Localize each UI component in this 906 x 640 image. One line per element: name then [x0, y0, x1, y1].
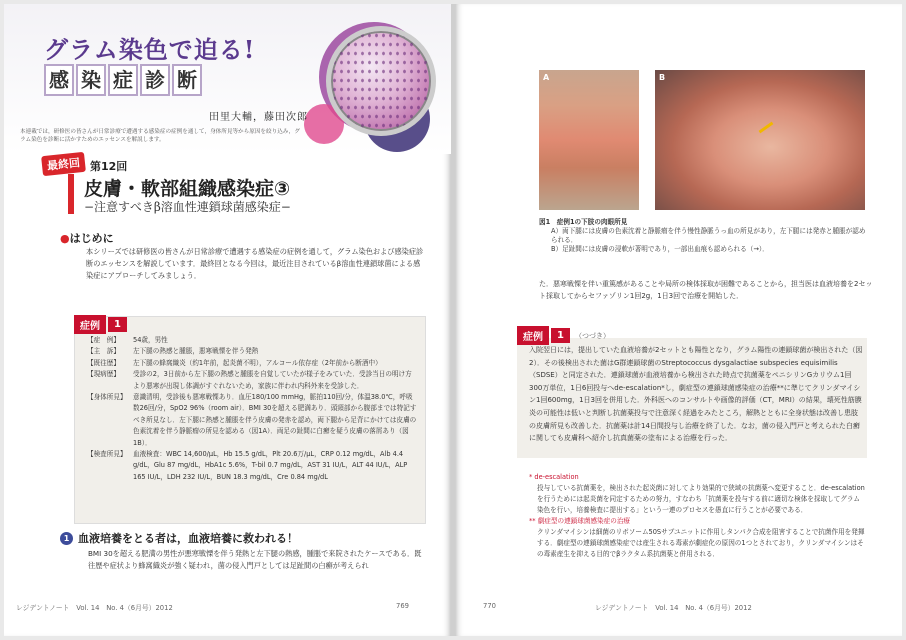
case-continued-header: [517, 326, 610, 345]
series-title: グラム染色で迫る!: [44, 35, 256, 64]
row-value: 54歳，男性: [133, 336, 168, 344]
right-page: [455, 4, 902, 636]
row-key: 【症 例】: [87, 336, 120, 344]
note-2-text: クリンダマイシンは細菌のリボソーム50Sサブユニットに作用しタンパク合成を阻害することで抗菌作用を発揮する．劇症型の連鎖球菌感染症では産生される毒素が劇症化の原因の1つとされており，クリンダマイシンはその毒素産生を抑える目的でβラクタム系抗菌薬と併用される．: [537, 528, 865, 558]
microscope-lens-image: [326, 26, 436, 136]
series-subtitle: [44, 64, 202, 96]
row-value: 意識清明，受診後も悪寒戦慄あり．血圧180/100 mmHg，脈拍110回/分，体温38.0℃，呼吸数26回/分，SpO2 96%（room air）．BMI 30を超える肥満あり．頭頸部から腹部までは特記すべき所見なし．左下腿に熱感と腫脹を伴う皮膚の発赤を認め，両下腿から足背にかけては皮膚の色素沈着を伴う静脈瘤の所見を認める（図1A）．両足の趾間に白癬を疑う皮膚の落屑あり（図1B）．: [133, 393, 417, 447]
row-value: 受診の2，3日前から左下腿の熱感と腫脹を自覚していたが様子をみていた．受診当日の明け方より悪寒が出現し体調がすぐれないため，家族に伴われ内科外来を受診した．: [133, 370, 412, 390]
subtitle-char: 染: [76, 64, 106, 96]
article-heading: 皮膚・軟部組織感染症③: [84, 178, 291, 200]
photo-b-label: B: [659, 73, 666, 82]
note-1-text: 投与している抗菌薬を，検出された起炎菌に対してより効果的で狭域の抗菌薬へ変更すること．de-escalationを行うためには起炎菌を同定するための努力，すなわち「抗菌薬を投与する前に適切な検体を採取してグラム染色を行い，培養検査に提出する」という一連のプロセスを愚直に行うことが必要である．: [537, 484, 865, 514]
case-label: 症例: [74, 315, 106, 334]
row-key: 【既往歴】: [87, 358, 120, 367]
caption-a: A）両下腿には皮膚の色素沈着と静脈瘤を伴う慢性静脈うっ血の所見があり，左下腿には発赤と腫脹が認められる．: [551, 227, 866, 244]
heading-bar: [68, 174, 74, 214]
row-value: 左下腿の熱感と腫脹，悪寒戦慄を伴う発熱: [133, 347, 259, 356]
left-page-number: 769: [396, 602, 409, 610]
case-row: [87, 335, 417, 346]
subtitle-char: 断: [172, 64, 202, 96]
right-page-number: 770: [483, 602, 496, 610]
intro-section-title: はじめに: [69, 232, 114, 245]
footnotes: [529, 472, 865, 560]
section-1-heading: [60, 530, 298, 546]
leg-photo-a: [539, 70, 639, 210]
final-episode-badge: 最終回: [41, 152, 86, 176]
case-continued-text: 入院翌日には，提出していた血液培養が2セットとも陽性となり，グラム陽性の連鎖球菌が検出された（図2）．その後検出された菌はG群連鎖球菌のStreptococcus dysgalactiae subspecies equisimilis（SDSE）と同定された．連鎖球菌が血液培養から検出された時点で抗菌薬をペニシリンGカリウム1回300万単位，1日6回投与へde-escalation*し，劇症型の連鎖球菌感染症の治療**に準じてクリンダマイシン1回600mg，1日3回を併用した．外科医へのコンサルトや画像的評価（CT，MRI）の結果，壊死性筋膜炎の可能性は低いと判断し抗菌薬投与で注意深く経過をみたところ，解熱とともに全身状態は改善し患肢の皮膚所見も改善した．抗菌薬は計14日間投与し治療を終了した．なお，菌の侵入門戸と考えられた白癬に関しても皮膚科へ紹介し抗真菌薬の塗布による治療を行った．: [529, 346, 863, 443]
bullet-icon: ●: [60, 232, 70, 245]
case-row: [87, 369, 417, 392]
series-intro: 本連載では，研修医の皆さんが日常診療で遭遇する感染症の症例を通して，身体所見等から原因を絞り込み，グラム染色を診断に活かすためのエッセンスを解説します。: [20, 129, 300, 143]
row-key: 【主 訴】: [87, 347, 120, 356]
photo-a-label: A: [543, 73, 550, 82]
caption-b: B）足趾間には皮膚の浸軟が著明であり，一部出血痕も認められる（→）．: [551, 245, 769, 253]
case-number: 1: [551, 328, 570, 343]
caption-title: 図1 症例1の下肢の肉眼所見: [539, 218, 628, 226]
row-value: 左下腿の蜂窩織炎（約1年前，起炎菌不明），アルコール依存症（2年前から断酒中）: [133, 358, 382, 367]
figure-caption: [539, 218, 869, 254]
intro-paragraph: 本シリーズでは研修医の皆さんが日常診療で遭遇する感染症の症例を通して，グラム染色および感染症診断のエッセンスを解説しています．最終回となる今回は，最近注目されているβ溶血性連鎖球菌による感染症にアプローチしてみましょう．: [86, 247, 424, 280]
subtitle-char: 診: [140, 64, 170, 96]
row-key: 【検査所見】: [87, 450, 127, 459]
row-value: 血液検査：WBC 14,600/μL，Hb 15.5 g/dL，Plt 20.6万/μL，CRP 0.12 mg/dL，Alb 4.4 g/dL，Glu 87 mg/dL，HbA1c 5.6%，T-bil 0.7 mg/dL，AST 31 IU/L，ALT 44 IU/L，ALP 165 IU/L，LDH 232 IU/L，BUN 18.3 mg/dL，Cre 0.84 mg/dL: [133, 450, 408, 481]
section-1-paragraph: BMI 30を超える肥満の男性が悪寒戦慄を伴う発熱と左下腿の熱感，腫脹で来院されたケースである．既往歴や症状より蜂窩織炎が強く疑われ，菌の侵入門戸としては足趾間の白癬が考えられ: [88, 549, 422, 570]
case-label: 症例: [517, 326, 549, 345]
section-number-icon: 1: [60, 532, 73, 545]
episode-number: 第12回: [90, 160, 128, 173]
case-row: [87, 392, 417, 449]
note-1-title: * de-escalation: [529, 473, 579, 481]
article-subheading: −注意すべきβ溶血性連鎖球菌感染症−: [84, 200, 291, 214]
case-row: [87, 449, 417, 483]
left-page: [4, 4, 451, 636]
section-1-title: 血液培養をとる者は，血液培養に救われる！: [78, 532, 298, 545]
continued-label: （つづき）: [574, 331, 610, 340]
case-row: [87, 346, 417, 357]
note-2-title: ** 劇症型の連鎖球菌感染症の治療: [529, 517, 631, 525]
case-box: [74, 316, 426, 524]
case-number: 1: [108, 317, 127, 332]
case-row: [87, 358, 417, 369]
authors: 田里大輔，藤田次郎: [209, 112, 308, 123]
subtitle-char: 症: [108, 64, 138, 96]
row-key: 【身体所見】: [87, 393, 127, 402]
row-key: 【現病歴】: [87, 370, 120, 379]
toe-photo-b: [655, 70, 865, 210]
intro-section-heading: [60, 230, 114, 246]
subtitle-char: 感: [44, 64, 74, 96]
case-header: [74, 315, 127, 334]
case-rows: [87, 335, 417, 483]
left-footer: レジデントノート Vol. 14 No. 4（6月号）2012: [16, 604, 173, 612]
right-footer: レジデントノート Vol. 14 No. 4（6月号）2012: [595, 604, 752, 612]
continuation-paragraph: た．悪寒戦慄を伴い重篤感があることや局所の検体採取が困難であることから，担当医は血液培養を2セット採取してからセファゾリン1回2g，1日3回で治療を開始した．: [539, 280, 873, 300]
